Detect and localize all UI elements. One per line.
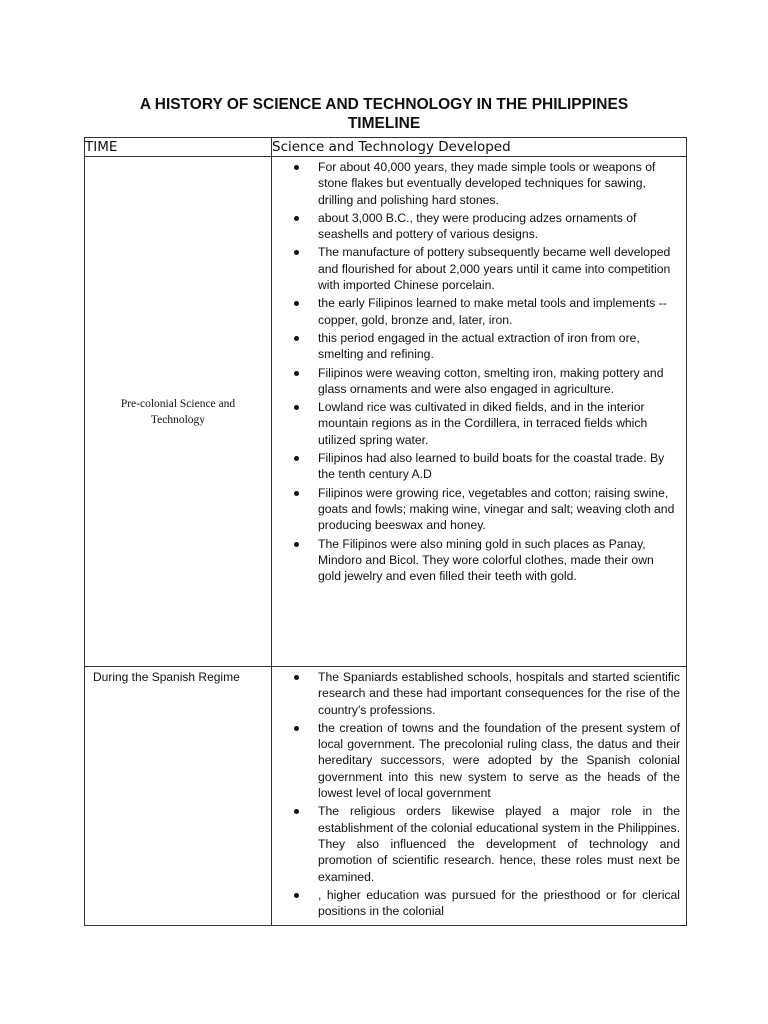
list-item: Filipinos were growing rice, vegetables and cotton; raising swine, goats and fowls; making wine, vinegar and salt; weaving cloth and producing beeswax and honey.	[272, 485, 680, 534]
bullet-icon	[294, 542, 299, 547]
bullet-icon	[294, 250, 299, 255]
bullet-icon	[294, 675, 299, 680]
list-item: Filipinos were weaving cotton, smelting iron, making pottery and glass ornaments and were also engaged in agriculture.	[272, 365, 680, 398]
bullet-icon	[294, 336, 299, 341]
bullet-icon	[294, 165, 299, 170]
developments-precolonial	[272, 157, 687, 667]
list-item: The Filipinos were also mining gold in such places as Panay, Mindoro and Bicol. They wore colorful clothes, made their own gold jewelry and even filled their teeth with gold.	[272, 536, 680, 585]
bullet-list	[272, 157, 686, 590]
table-row-spanish	[85, 667, 687, 926]
bullet-icon	[294, 301, 299, 306]
header-time: TIME	[85, 138, 272, 157]
header-developed: Science and Technology Developed	[272, 138, 687, 157]
list-item: Filipinos had also learned to build boats for the coastal trade. By the tenth century A.D	[272, 450, 680, 483]
bullet-icon	[294, 456, 299, 461]
list-item: The religious orders likewise played a major role in the establishment of the colonial educational system in the Philippines. They also influenced the development of technology and promotion of scientific research. hence, these roles must next be examined.	[272, 803, 680, 884]
timeline-table	[84, 137, 687, 926]
list-item: The Spaniards established schools, hospitals and started scientific research and these had important consequences for the rise of the country's professions.	[272, 669, 680, 718]
bullet-icon	[294, 893, 299, 898]
era-precolonial: Pre-colonial Science and Technology	[85, 157, 272, 667]
list-item: the early Filipinos learned to make metal tools and implements -- copper, gold, bronze and, later, iron.	[272, 295, 680, 328]
bullet-icon	[294, 216, 299, 221]
table-header-row	[85, 138, 687, 157]
bullet-icon	[294, 371, 299, 376]
list-item: The manufacture of pottery subsequently became well developed and flourished for about 2,000 years until it came into competition with imported Chinese porcelain.	[272, 244, 680, 293]
table-row-precolonial	[85, 157, 687, 667]
title-line-2: TIMELINE	[347, 115, 421, 132]
bullet-list	[272, 667, 686, 925]
bullet-icon	[294, 405, 299, 410]
list-item: For about 40,000 years, they made simple tools or weapons of stone flakes but eventually developed techniques for sawing, drilling and polishing hard stones.	[272, 159, 680, 208]
bullet-icon	[294, 726, 299, 731]
title-line-1: A HISTORY OF SCIENCE AND TECHNOLOGY IN THE PHILIPPINES	[139, 96, 629, 113]
list-item: about 3,000 B.C., they were producing adzes ornaments of seashells and pottery of various designs.	[272, 210, 680, 243]
developments-spanish	[272, 667, 687, 926]
list-item: Lowland rice was cultivated in diked fields, and in the interior mountain regions as in the Cordillera, in terraced fields which utilized spring water.	[272, 399, 680, 448]
list-item: the creation of towns and the foundation of the present system of local government. The precolonial ruling class, the datus and their hereditary successors, were adopted by the Spanish colonial government into this new system to serve as the heads of the lowest level of local government	[272, 720, 680, 801]
list-item: this period engaged in the actual extraction of iron from ore, smelting and refining.	[272, 330, 680, 363]
bullet-icon	[294, 809, 299, 814]
bullet-icon	[294, 491, 299, 496]
list-item: , higher education was pursued for the priesthood or for clerical positions in the colonial	[272, 887, 680, 920]
era-spanish: During the Spanish Regime	[85, 667, 272, 926]
document-title	[84, 95, 684, 133]
